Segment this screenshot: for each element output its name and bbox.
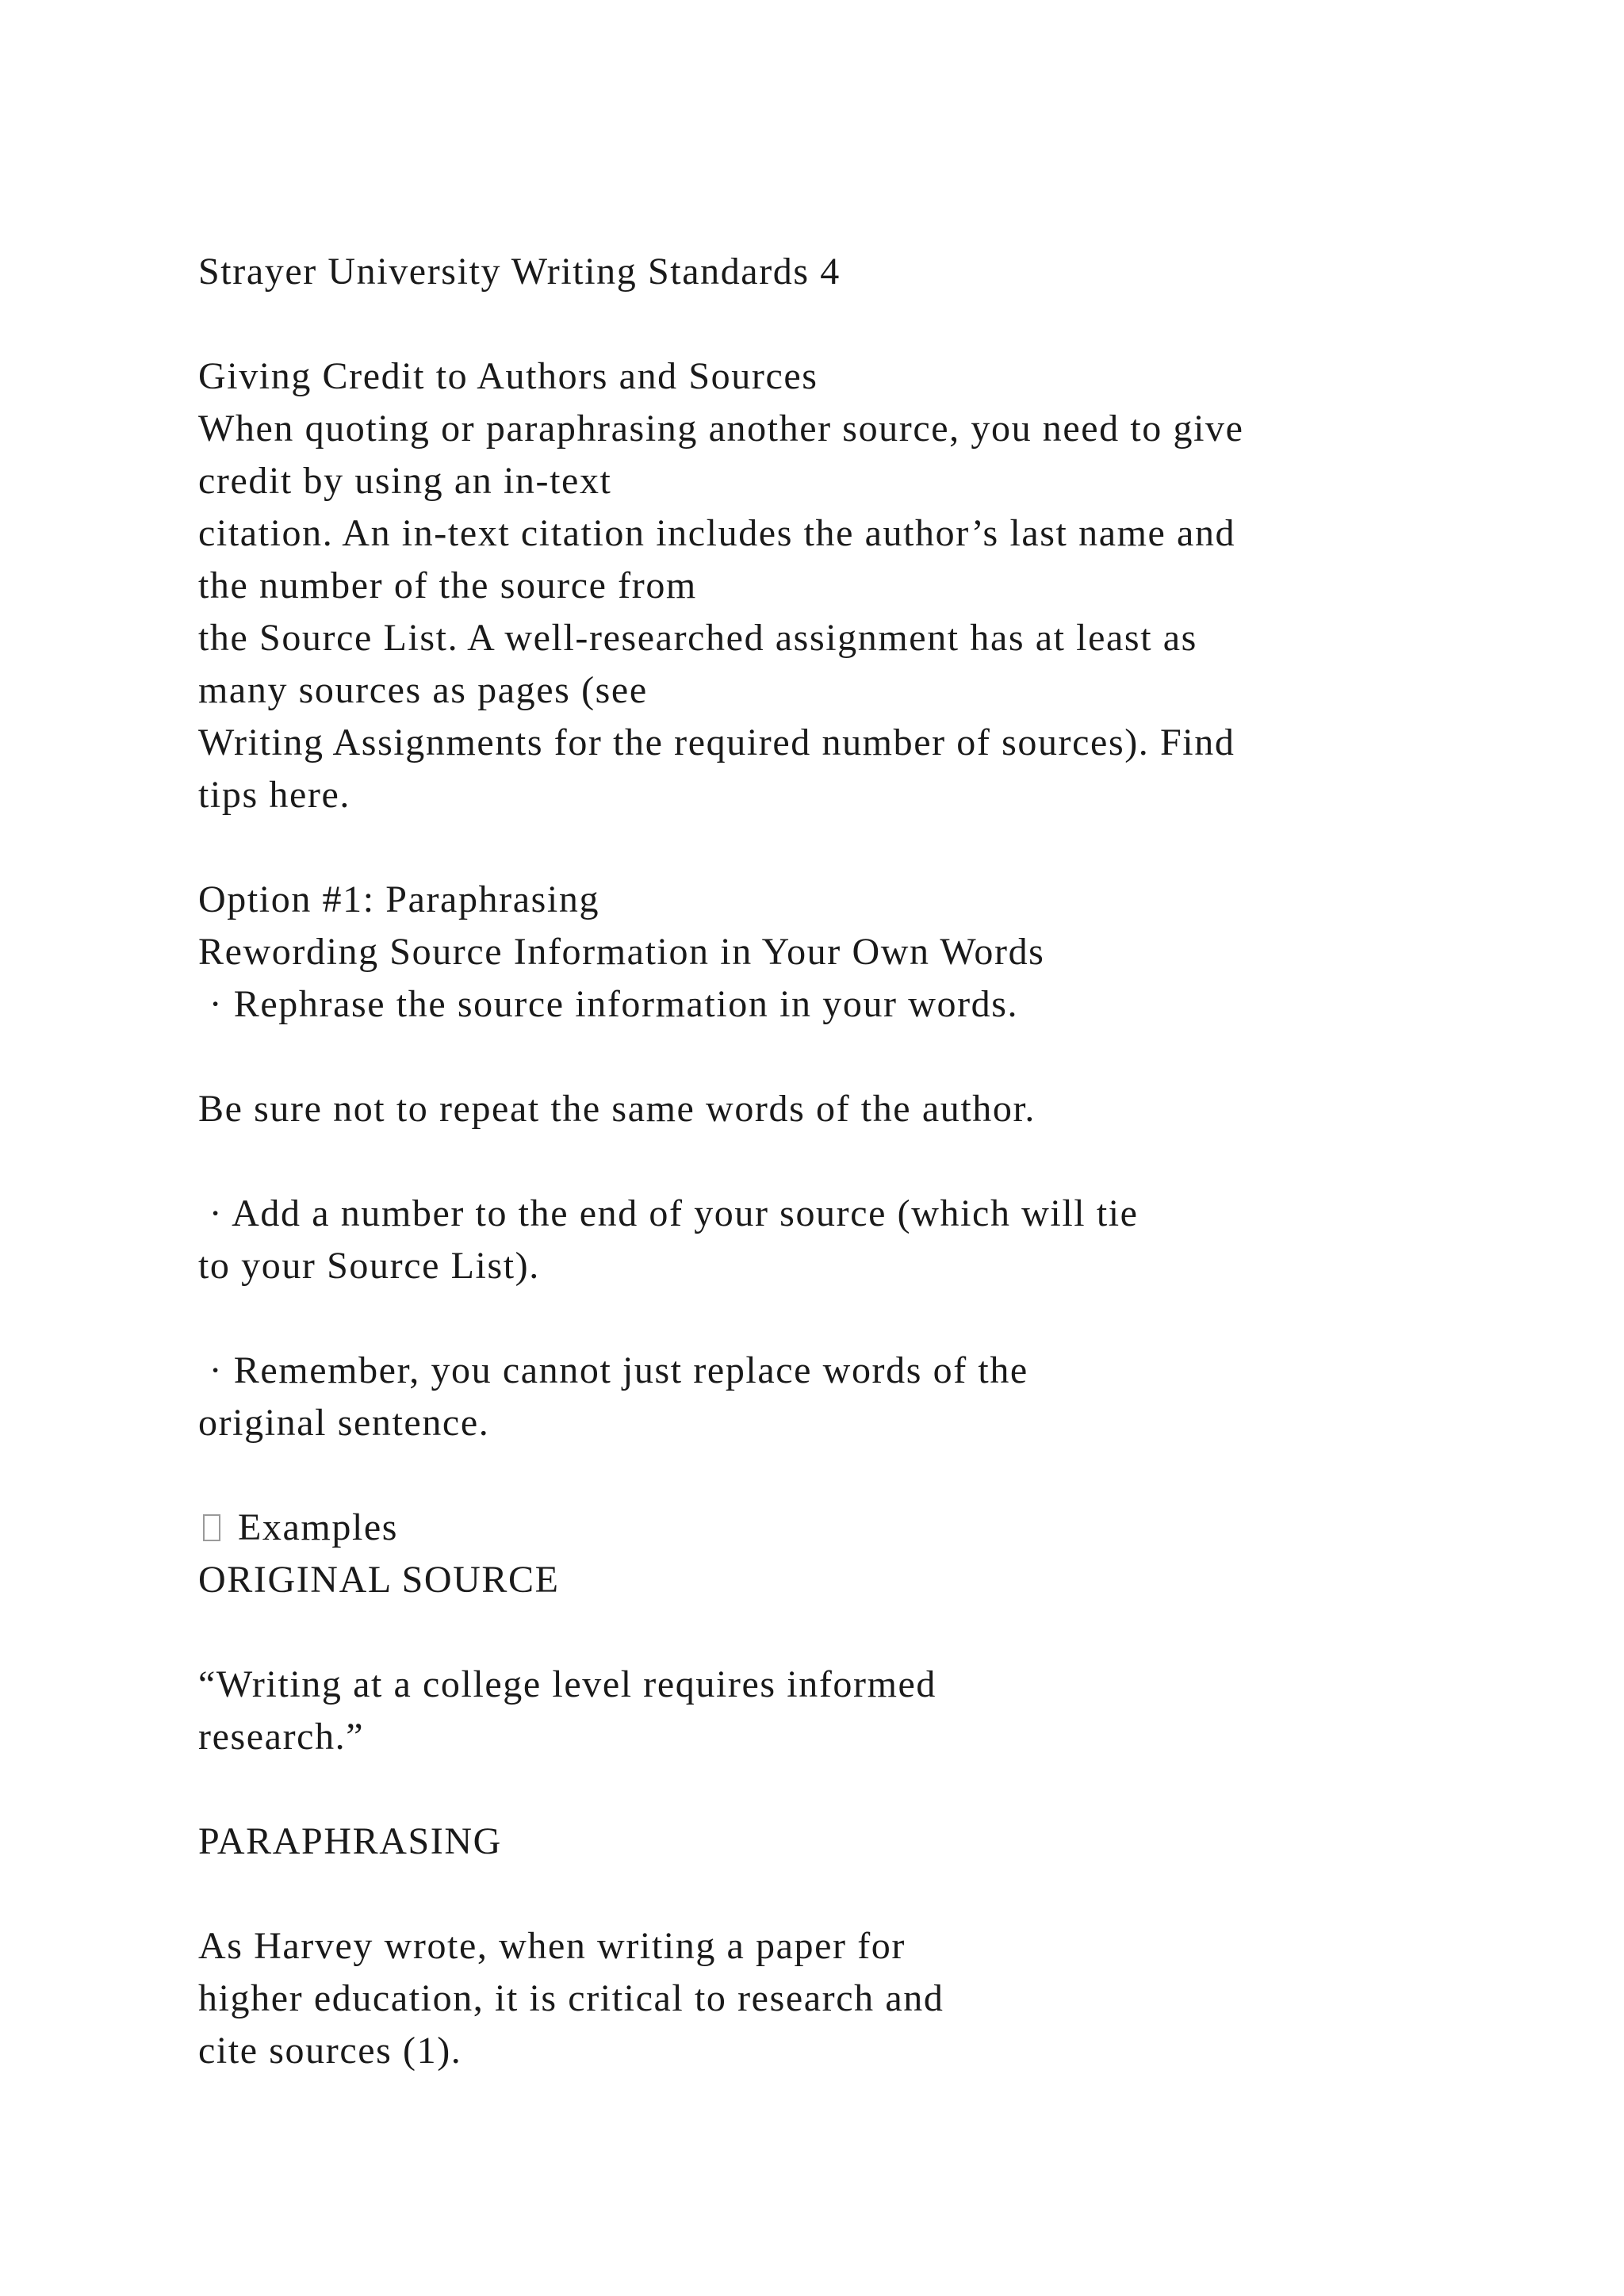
spacer: [198, 1292, 1546, 1345]
paraphrase-line: higher education, it is critical to research and: [198, 1977, 944, 2019]
paraphrase-line: cite sources (1).: [198, 2030, 462, 2072]
spacer: [198, 1868, 1546, 1920]
examples-label: Examples: [238, 1506, 399, 1548]
spacer: [198, 1606, 1546, 1659]
spacer: [198, 821, 1546, 874]
examples-heading: [198, 1502, 1546, 1554]
intro-line: When quoting or paraphrasing another source, you need to give: [198, 408, 1244, 450]
original-quote-line: “Writing at a college level requires informed: [198, 1663, 937, 1705]
document-body: [198, 246, 1546, 2077]
intro-line: the Source List. A well-researched assignment has at least as: [198, 617, 1197, 659]
paraphrase-line: As Harvey wrote, when writing a paper for: [198, 1925, 906, 1967]
original-quote-line: research.”: [198, 1716, 365, 1758]
paraphrasing-label: PARAPHRASING: [198, 1820, 502, 1862]
bullet-item: · Add a number to the end of your source (which will tie: [198, 1192, 1139, 1234]
intro-line: the number of the source from: [198, 564, 697, 607]
bullet-continuation: original sentence.: [198, 1402, 490, 1444]
spacer: [198, 298, 1546, 350]
note-text: Be sure not to repeat the same words of the author.: [198, 1088, 1036, 1130]
option-subtitle: Rewording Source Information in Your Own Words: [198, 931, 1045, 973]
option-title: Option #1: Paraphrasing: [198, 878, 600, 920]
spacer: [198, 1449, 1546, 1502]
spacer: [198, 1763, 1546, 1816]
original-source-label: ORIGINAL SOURCE: [198, 1559, 560, 1601]
spacer: [198, 1031, 1546, 1083]
intro-line: citation. An in-text citation includes the author’s last name and: [198, 512, 1236, 554]
page-header: Strayer University Writing Standards 4: [198, 251, 841, 293]
bullet-item: · Rephrase the source information in your words.: [198, 983, 1019, 1025]
intro-line: Writing Assignments for the required number of sources). Find: [198, 721, 1235, 763]
bullet-item: · Remember, you cannot just replace words of the: [198, 1349, 1028, 1391]
missing-glyph-icon: [203, 1514, 220, 1541]
section-title: Giving Credit to Authors and Sources: [198, 355, 818, 397]
spacer: [198, 1135, 1546, 1188]
intro-line: many sources as pages (see: [198, 669, 648, 711]
intro-line: tips here.: [198, 774, 350, 816]
intro-line: credit by using an in-text: [198, 460, 612, 502]
bullet-continuation: to your Source List).: [198, 1245, 540, 1287]
